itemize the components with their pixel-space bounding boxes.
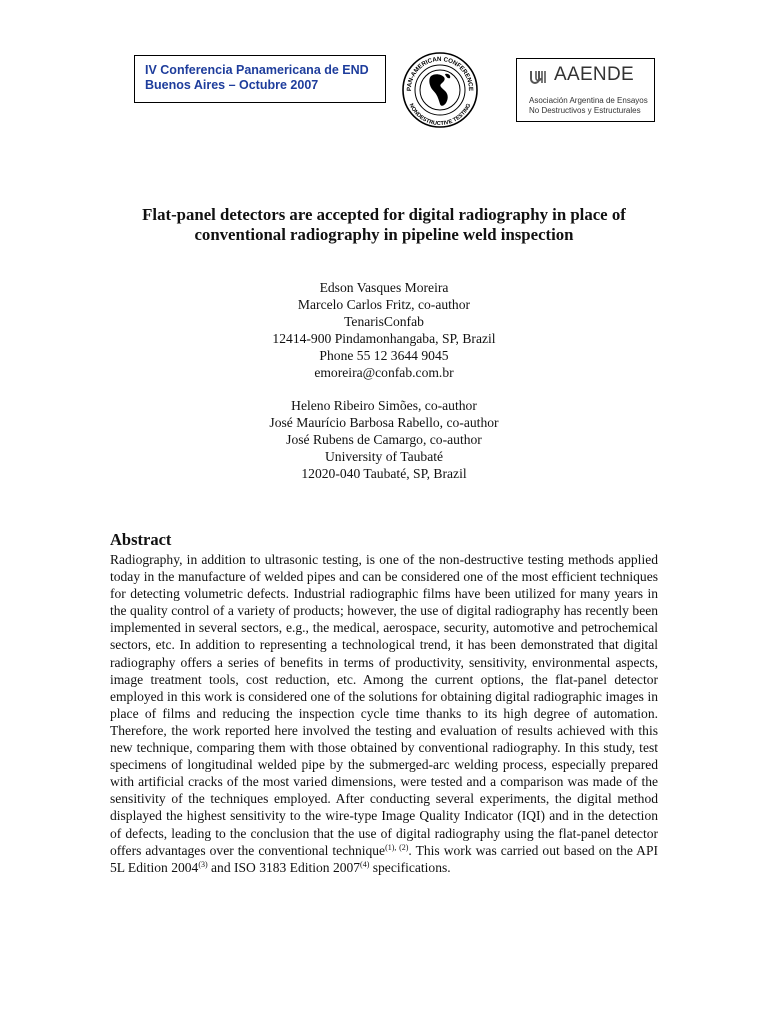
phone: Phone 55 12 3644 9045 <box>319 348 449 363</box>
panamerican-conference-seal-logo <box>401 46 479 132</box>
email: emoreira@confab.com.br <box>314 365 454 380</box>
citation-ref: (1), (2) <box>385 842 409 852</box>
author-block-taubate <box>184 397 584 482</box>
abstract-body: Radiography, in addition to ultrasonic testing, is one of the non-destructive testing methods applied today in the manufacture of welded pipes and can be considered one of the most efficient techniques for detecting volumetric defects. Industrial radiographic films have been utilized for many years in the quality control of a variety of products; however, the use of digital radiography has recently been implemented in several sectors, e.g., the medical, aerospace, security, automotive and petrochemical sectors, etc. In addition to representing a technological trend, it has been demonstrated that digital radiography offers a series of benefits in terms of productivity, sensitivity, environmental aspects, image treatment tools, cost reduction, etc. Among the current options, the flat-panel detector employed in this work is considered one of the solutions for obtaining digital radiographic images in place of films and reducing the inspection cycle time thanks to its high degree of automation. Therefore, the work reported here involved the testing and evaluation of results achieved with this new technique, comparing them with those obtained by conventional radiography. In this study, test specimens of longitudinal welded pipe by the submerged-arc welding process, especially prepared with artificial cracks of the most varied dimensions, were tested and a comparison was made of the sensitivity of the techniques employed. After conducting several experiments, the digital method displayed the highest sensitivity to the wire-type Image Quality Indicator (IQI) and in the detection of defects, leading to the conclusion that the use of digital radiography using the flat-panel detector offers advantages over the conventional technique$^{(1), (2)}$. This work was carried out based on the API 5L Edition 2004$^{(3)}$ and ISO 3183 Edition 2007$^{(4)}$ specifications. <box>110 552 658 875</box>
abstract-heading: Abstract <box>110 530 172 549</box>
author-block-tenaris <box>184 279 584 381</box>
citation-ref: (4) <box>360 859 370 869</box>
paper-title: Flat-panel detectors are accepted for digital radiography in place of conventional radiography in pipeline weld inspection <box>142 205 626 244</box>
address: 12020-040 Taubaté, SP, Brazil <box>301 466 467 481</box>
affiliation: University of Taubaté <box>324 449 444 464</box>
conference-name: IV Conferencia Panamericana de END <box>145 63 369 77</box>
svg-text:PAN-AMERICAN CONFERENCE: PAN-AMERICAN CONFERENCE <box>405 55 475 92</box>
citation-ref: (3) <box>198 859 208 869</box>
aaende-box <box>516 58 655 122</box>
aaende-logo-icon <box>529 69 547 85</box>
conference-location-date: Buenos Aires – Octubre 2007 <box>145 78 319 92</box>
author-name: Marcelo Carlos Fritz, co-author <box>297 297 471 312</box>
author-name: José Rubens de Camargo, co-author <box>286 432 482 447</box>
author-name: Edson Vasques Moreira <box>319 280 449 295</box>
affiliation: TenarisConfab <box>344 314 424 329</box>
address: 12414-900 Pindamonhangaba, SP, Brazil <box>272 331 496 346</box>
author-name: Heleno Ribeiro Simões, co-author <box>291 398 477 413</box>
aaende-subtitle: Asociación Argentina de Ensayos No Destructivos y Estructurales <box>529 96 648 115</box>
svg-text:NONDESTRUCTIVE TESTING: NONDESTRUCTIVE TESTING <box>407 102 473 128</box>
conference-box <box>134 55 386 103</box>
aaende-name: AAENDE <box>554 64 634 85</box>
author-name: José Maurício Barbosa Rabello, co-author <box>269 415 499 430</box>
